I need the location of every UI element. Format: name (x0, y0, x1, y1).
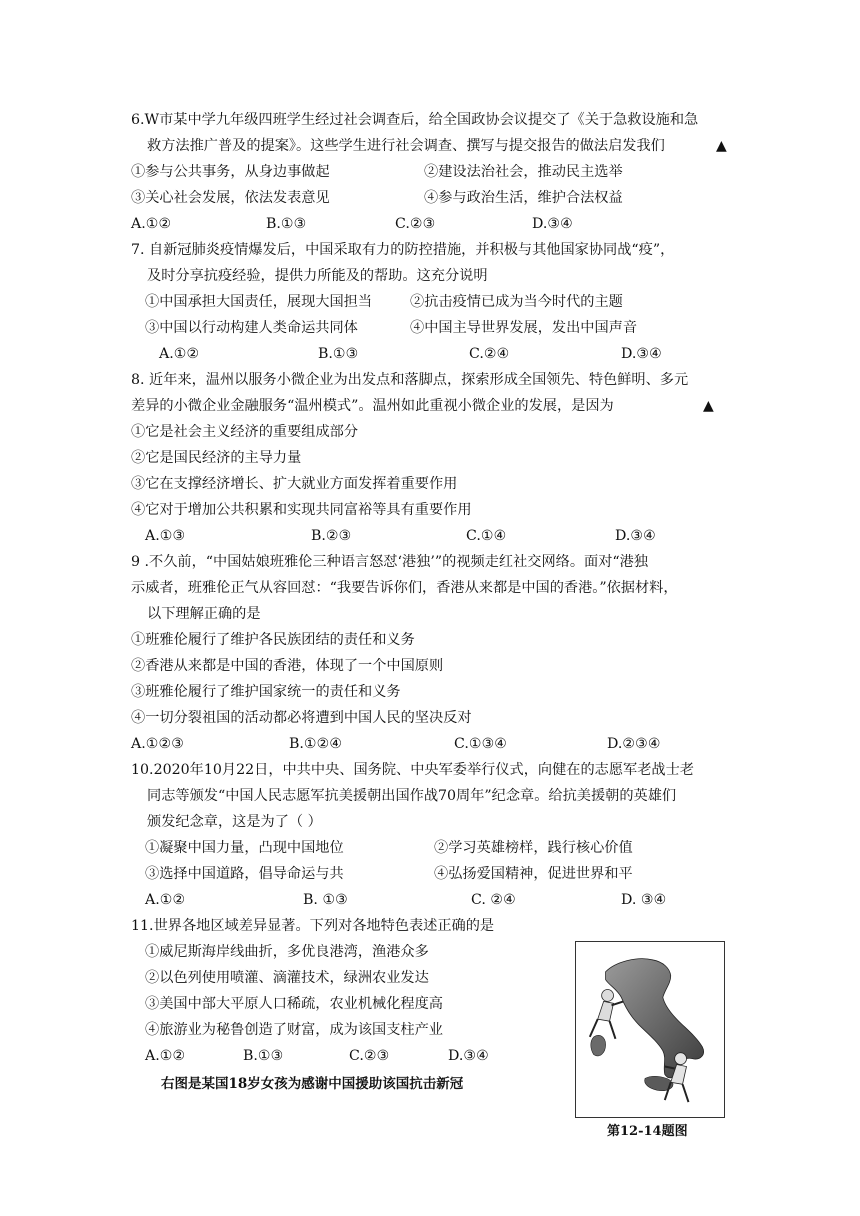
q11-choice-c: C.②③ (349, 1048, 390, 1064)
q10-choice-a: A.①② (145, 892, 186, 908)
q7-choice-a: A.①② (159, 346, 200, 362)
q10-statement-2: ②学习英雄榜样，践行核心价值 (434, 840, 633, 856)
figure-caption: 第12-14题图 (607, 1124, 688, 1139)
q6-stem-line2: 救方法推广普及的提案》。这些学生进行社会调查、撰写与提交报告的做法启发我们 (147, 138, 665, 154)
q10-statement-4: ④弘扬爱国精神，促进世界和平 (434, 866, 633, 882)
q6-choice-c: C.②③ (395, 216, 436, 232)
q11-statement-4: ④旅游业为秘鲁创造了财富，成为该国支柱产业 (145, 1022, 443, 1038)
q6-answer-blank: ▲ (716, 138, 727, 154)
q7-statement-4: ④中国主导世界发展，发出中国声音 (410, 320, 638, 336)
q9-choice-d: D.②③④ (607, 736, 661, 752)
q9-statement-1: ①班雅伦履行了维护各民族团结的责任和义务 (131, 632, 415, 648)
q6-statement-3: ③关心社会发展，依法发表意见 (131, 190, 330, 206)
q6-statement-1: ①参与公共事务，从身边事做起 (131, 164, 330, 180)
q9-choice-b: B.①②④ (289, 736, 343, 752)
q12-14-intro: 右图是某国18岁女孩为感谢中国援助该国抗击新冠 (161, 1076, 464, 1092)
q11-choice-d: D.③④ (448, 1048, 489, 1064)
q11-choice-a: A.①② (145, 1048, 186, 1064)
q9-stem-line3: 以下理解正确的是 (147, 606, 261, 622)
q8-choice-c: C.①④ (466, 528, 507, 544)
q8-stem-line1: 8. 近年来，温州以服务小微企业为出发点和落脚点，探索形成全国领先、特色鲜明、多元 (131, 372, 689, 388)
q6-choice-d: D.③④ (532, 216, 573, 232)
q7-choice-b: B.①③ (318, 346, 359, 362)
q7-statement-2: ②抗击疫情已成为当今时代的主题 (410, 294, 623, 310)
q7-statement-1: ①中国承担大国责任，展现大国担当 (145, 294, 373, 310)
q8-answer-blank: ▲ (703, 398, 714, 414)
q10-statement-3: ③选择中国道路，倡导命运与共 (145, 866, 344, 882)
map-figure-drawing (576, 942, 724, 1117)
q11-statement-2: ②以色列使用喷灌、滴灌技术，绿洲农业发达 (145, 970, 429, 986)
q8-statement-1: ①它是社会主义经济的重要组成部分 (131, 424, 359, 440)
figure-image (575, 941, 725, 1118)
q10-statement-1: ①凝聚中国力量，凸现中国地位 (145, 840, 344, 856)
q6-statement-2: ②建设法治社会，推动民主选举 (424, 164, 623, 180)
q10-stem-line3: 颁发纪念章，这是为了（ ） (147, 814, 322, 830)
q11-stem-line1: 11.世界各地区域差异显著。下列对各地特色表述正确的是 (131, 918, 495, 934)
q8-statement-3: ③它在支撑经济增长、扩大就业方面发挥着重要作用 (131, 476, 458, 492)
q7-choice-c: C.②④ (469, 346, 510, 362)
q7-stem-line1: 7. 自新冠肺炎疫情爆发后，中国采取有力的防控措施，并积极与其他国家协同战“疫”， (131, 242, 675, 258)
q9-statement-4: ④一切分裂祖国的活动都必将遭到中国人民的坚决反对 (131, 710, 472, 726)
q8-choice-d: D.③④ (615, 528, 656, 544)
q6-statement-4: ④参与政治生活，维护合法权益 (424, 190, 623, 206)
q9-stem-line1: 9 .不久前，“中国姑娘班雅伦三种语言怒怼‘港独’”的视频走红社交网络。面对“港独 (131, 554, 649, 570)
q9-stem-line2: 示威者，班雅伦正气从容回怼：“我要告诉你们，香港从来都是中国的香港。”依据材料， (131, 580, 678, 596)
q11-statement-3: ③美国中部大平原人口稀疏，农业机械化程度高 (145, 996, 443, 1012)
q7-choice-d: D.③④ (621, 346, 662, 362)
q9-choice-a: A.①②③ (131, 736, 184, 752)
q11-choice-b: B.①③ (243, 1048, 284, 1064)
q8-statement-2: ②它是国民经济的主导力量 (131, 450, 302, 466)
q11-statement-1: ①威尼斯海岸线曲折，多优良港湾，渔港众多 (145, 944, 429, 960)
q10-choice-c: C. ②④ (471, 892, 516, 908)
q10-choice-d: D. ③④ (621, 892, 667, 908)
q10-stem-line1: 10.2020年10月22日，中共中央、国务院、中央军委举行仪式，向健在的志愿军老战士老 (131, 762, 694, 778)
q6-choice-b: B.①③ (266, 216, 307, 232)
q8-stem-line2: 差异的小微企业金融服务“温州模式”。温州如此重视小微企业的发展，是因为 (131, 398, 614, 414)
q10-stem-line2: 同志等颁发“中国人民志愿军抗美援朝出国作战70周年”纪念章。给抗美援朝的英雄们 (147, 788, 677, 804)
q7-stem-line2: 及时分享抗疫经验，提供力所能及的帮助。这充分说明 (147, 268, 488, 284)
q6-choice-a: A.①② (131, 216, 172, 232)
q6-stem-line1: 6.W市某中学九年级四班学生经过社会调查后，给全国政协会议提交了《关于急救设施和急 (131, 112, 699, 128)
q8-choice-b: B.②③ (311, 528, 352, 544)
q9-choice-c: C.①③④ (454, 736, 508, 752)
q9-statement-2: ②香港从来都是中国的香港，体现了一个中国原则 (131, 658, 444, 674)
q8-choice-a: A.①③ (145, 528, 186, 544)
q7-statement-3: ③中国以行动构建人类命运共同体 (145, 320, 358, 336)
q10-choice-b: B. ①③ (303, 892, 348, 908)
q9-statement-3: ③班雅伦履行了维护国家统一的责任和义务 (131, 684, 401, 700)
q8-statement-4: ④它对于增加公共积累和实现共同富裕等具有重要作用 (131, 502, 472, 518)
